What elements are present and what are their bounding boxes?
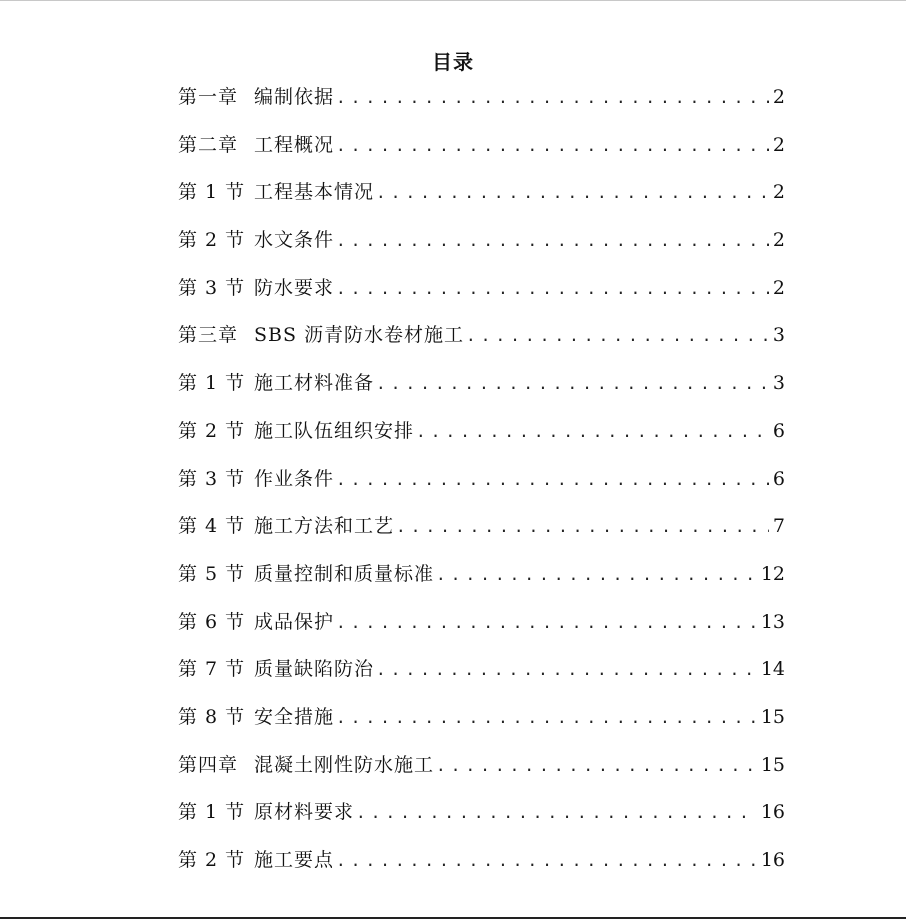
toc-entry-title: 原材料要求 (254, 801, 355, 824)
toc-entry-number: 第 2 节 (178, 229, 246, 252)
toc-page-number: 12 (760, 562, 785, 585)
toc-entry[interactable] (178, 370, 785, 418)
toc-page-number: 15 (760, 705, 785, 728)
toc-entry-number: 第 3 节 (178, 467, 246, 490)
dot-leader (356, 800, 757, 826)
dot-leader (436, 753, 757, 779)
toc-entry-number: 第三章 (178, 324, 239, 347)
toc-page-number: 2 (772, 86, 785, 108)
dot-leader (376, 371, 769, 397)
toc-entry-title: 施工材料准备 (254, 372, 375, 395)
toc-page-number: 6 (772, 467, 785, 490)
dot-leader (336, 85, 769, 111)
toc-page-number: 16 (760, 849, 785, 871)
toc-entry-title: 质量控制和质量标准 (254, 562, 435, 585)
toc-entry-number: 第 7 节 (178, 658, 246, 681)
dot-leader (336, 133, 769, 159)
toc-entry-title: 工程概况 (254, 133, 335, 156)
dot-leader (376, 657, 757, 683)
toc-entry[interactable] (178, 609, 785, 657)
toc-entry[interactable] (178, 752, 785, 800)
bottom-divider (0, 917, 906, 919)
toc-entry[interactable] (178, 418, 785, 466)
toc-entry[interactable] (178, 322, 785, 370)
toc-entry[interactable] (178, 227, 785, 275)
toc-page-number: 7 (772, 515, 785, 538)
toc-entry[interactable] (178, 466, 785, 514)
toc-entry[interactable] (178, 799, 785, 847)
toc-entry-title: 混凝土刚性防水施工 (254, 753, 435, 776)
toc-page-number: 2 (772, 229, 785, 252)
toc-entry[interactable] (178, 179, 785, 227)
table-of-contents (178, 84, 785, 895)
toc-entry-number: 第 4 节 (178, 515, 246, 538)
toc-page-number: 14 (760, 658, 785, 681)
toc-entry-title: 作业条件 (254, 467, 335, 490)
toc-page-number: 3 (772, 372, 785, 395)
toc-entry-title: SBS 沥青防水卷材施工 (254, 324, 465, 347)
dot-leader (336, 610, 757, 636)
dot-leader (336, 705, 757, 731)
dot-leader (336, 228, 769, 254)
toc-page-number: 3 (772, 324, 785, 347)
toc-entry-title: 施工队伍组织安排 (254, 419, 415, 442)
dot-leader (436, 562, 757, 588)
toc-entry-number: 第 1 节 (178, 181, 246, 204)
toc-entry[interactable] (178, 275, 785, 323)
toc-entry-title: 质量缺陷防治 (254, 658, 375, 681)
toc-entry[interactable] (178, 132, 785, 180)
toc-entry[interactable] (178, 704, 785, 752)
toc-entry-number: 第 8 节 (178, 705, 246, 728)
toc-entry-title: 安全措施 (254, 705, 335, 728)
dot-leader (396, 514, 769, 540)
toc-entry-title: 水文条件 (254, 229, 335, 252)
toc-entry-number: 第 2 节 (178, 849, 246, 871)
toc-page-number: 13 (760, 610, 785, 633)
toc-entry-number: 第 1 节 (178, 372, 246, 395)
dot-leader (336, 276, 769, 302)
dot-leader (466, 323, 769, 349)
toc-entry-number: 第 2 节 (178, 419, 246, 442)
top-divider (0, 0, 906, 1)
toc-entry[interactable] (178, 847, 785, 895)
toc-entry-title: 成品保护 (254, 610, 335, 633)
dot-leader (376, 180, 769, 206)
toc-entry-number: 第二章 (178, 133, 239, 156)
toc-entry-number: 第四章 (178, 753, 239, 776)
toc-page-number: 16 (760, 801, 785, 824)
toc-title: 目录 (432, 50, 474, 75)
toc-entry-number: 第 1 节 (178, 801, 246, 824)
toc-page-number: 2 (772, 181, 785, 204)
toc-page-number: 15 (760, 753, 785, 776)
toc-page-number: 2 (772, 133, 785, 156)
toc-entry[interactable] (178, 84, 785, 132)
toc-page-number: 2 (772, 276, 785, 299)
toc-entry[interactable] (178, 561, 785, 609)
toc-entry-title: 防水要求 (254, 276, 335, 299)
toc-page-number: 6 (772, 419, 785, 442)
toc-entry-number: 第 6 节 (178, 610, 246, 633)
toc-entry[interactable] (178, 513, 785, 561)
dot-leader (336, 467, 769, 493)
toc-entry-number: 第一章 (178, 86, 239, 108)
toc-entry-number: 第 5 节 (178, 562, 246, 585)
dot-leader (416, 419, 769, 445)
toc-entry-title: 施工方法和工艺 (254, 515, 395, 538)
toc-entry-number: 第 3 节 (178, 276, 246, 299)
dot-leader (336, 848, 757, 874)
toc-entry-title: 工程基本情况 (254, 181, 375, 204)
toc-entry[interactable] (178, 656, 785, 704)
toc-entry-title: 施工要点 (254, 849, 335, 871)
toc-entry-title: 编制依据 (254, 86, 335, 108)
